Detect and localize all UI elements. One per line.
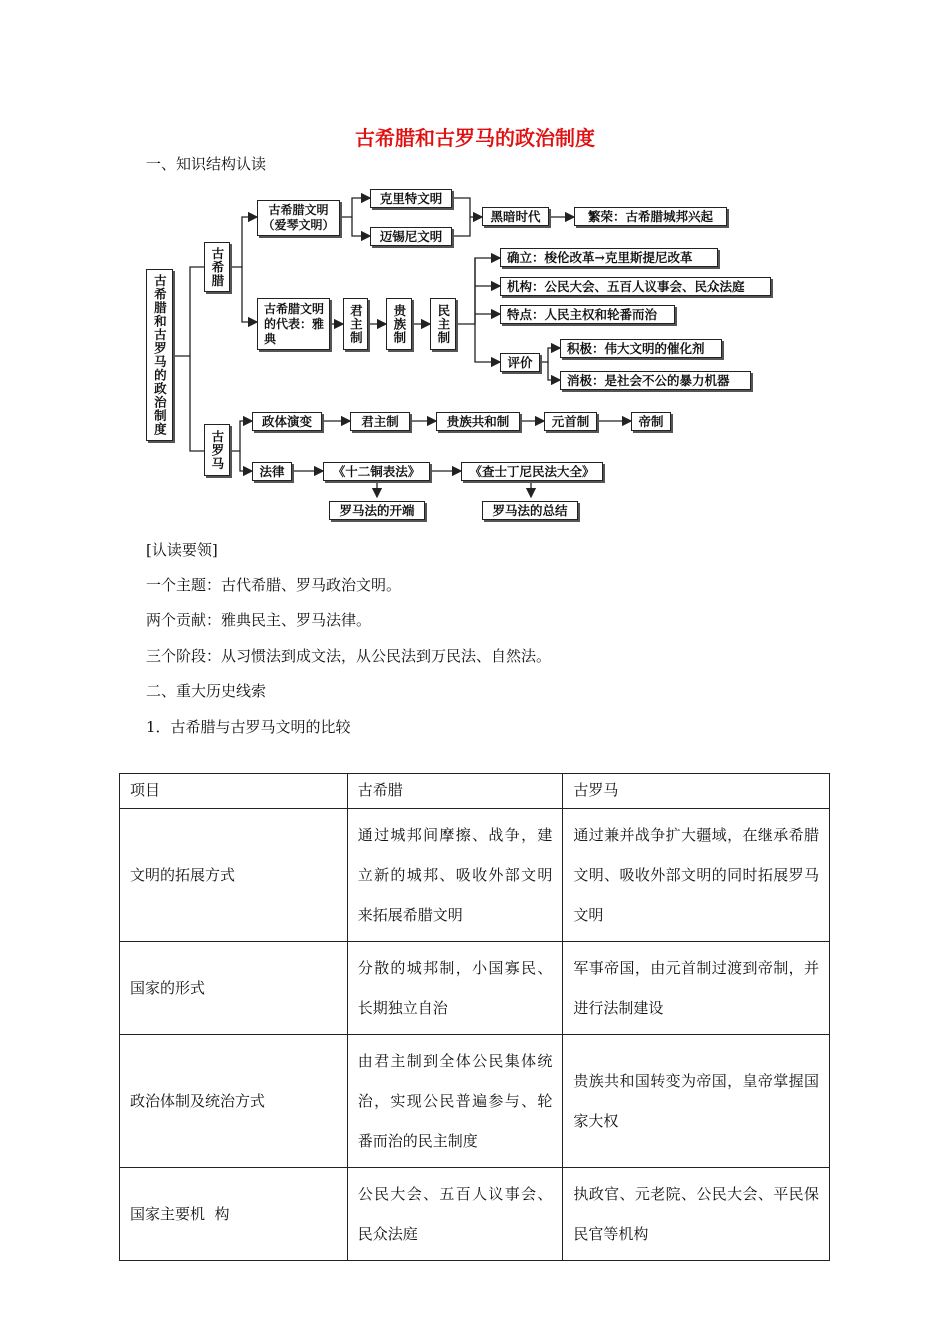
rome-monarchy-box: 君主制 <box>350 412 410 431</box>
comparison-table <box>119 773 830 1261</box>
aristocracy-box: 贵族制 <box>386 298 412 350</box>
greece-box: 古希腊 <box>204 242 230 292</box>
note-stages: 三个阶段：从习惯法到成文法，从公民法到万民法、自然法。 <box>146 647 552 665</box>
rome-cell: 贵族共和国转变为帝国，皇帝掌握国家大权 <box>563 1035 830 1168</box>
section-heading-2: 二、重大历史线索 <box>146 682 267 700</box>
empire-box: 帝制 <box>631 412 671 431</box>
greek-civ-box: 古希腊文明（爱琴文明） <box>257 200 340 236</box>
dark-age-box: 黑暗时代 <box>482 207 549 226</box>
rome-cell: 通过兼并战争扩大疆域，在继承希腊文明、吸收外部文明的同时拓展罗马文明 <box>563 809 830 942</box>
header-cell: 古希腊 <box>347 774 563 809</box>
republic-box: 贵族共和制 <box>436 412 520 431</box>
root-box: 古希腊和古罗马的政治制度 <box>146 269 173 441</box>
organs-box: 机构：公民大会、五百人议事会、民众法庭 <box>500 277 771 296</box>
note-theme: 一个主题：古代希腊、罗马政治文明。 <box>146 576 402 594</box>
monarchy-box: 君主制 <box>343 298 368 350</box>
regime-box: 政体演变 <box>252 412 322 431</box>
greece-cell: 公民大会、五百人议事会、民众法庭 <box>347 1168 563 1261</box>
row-label: 国家的形式 <box>120 942 348 1035</box>
table-row <box>120 1168 830 1261</box>
law-summary-box: 罗马法的总结 <box>482 501 578 520</box>
features-box: 特点：人民主权和轮番而治 <box>500 305 675 324</box>
positive-box: 积极：伟大文明的催化剂 <box>560 339 722 358</box>
subsection-heading: 1．古希腊与古罗马文明的比较 <box>146 718 351 736</box>
section-heading-1: 一、知识结构认读 <box>146 155 267 173</box>
table-header-row <box>120 774 830 809</box>
evaluation-box: 评价 <box>500 353 540 372</box>
greece-cell: 分散的城邦制，小国寡民、长期独立自治 <box>347 942 563 1035</box>
principate-box: 元首制 <box>544 412 597 431</box>
rome-box: 古罗马 <box>204 424 230 476</box>
mycenae-box: 迈锡尼文明 <box>370 227 452 246</box>
democracy-box: 民主制 <box>430 298 456 350</box>
rome-cell: 军事帝国，由元首制过渡到帝制，并进行法制建设 <box>563 942 830 1035</box>
prosperity-box: 繁荣：古希腊城邦兴起 <box>574 207 727 226</box>
crete-box: 克里特文明 <box>370 189 452 208</box>
establish-box: 确立：梭伦改革→克里斯提尼改革 <box>500 248 718 267</box>
twelve-tables-box: 《十二铜表法》 <box>323 462 430 481</box>
greece-cell: 通过城邦间摩擦、战争，建立新的城邦、吸收外部文明来拓展希腊文明 <box>347 809 563 942</box>
page-title: 古希腊和古罗马的政治制度 <box>355 126 595 150</box>
rome-cell: 执政官、元老院、公民大会、平民保民官等机构 <box>563 1168 830 1261</box>
note-contributions: 两个贡献：雅典民主、罗马法律。 <box>146 611 372 629</box>
greece-cell: 由君主制到全体公民集体统治，实现公民普遍参与、轮番而治的民主制度 <box>347 1035 563 1168</box>
header-cell: 古罗马 <box>563 774 830 809</box>
negative-box: 消极：是社会不公的暴力机器 <box>560 371 751 390</box>
law-start-box: 罗马法的开端 <box>329 501 425 520</box>
header-cell: 项目 <box>120 774 348 809</box>
law-box: 法律 <box>252 462 292 481</box>
row-label: 政治体制及统治方式 <box>120 1035 348 1168</box>
table-row <box>120 942 830 1035</box>
row-label: 国家主要机 构 <box>120 1168 348 1261</box>
athens-box: 古希腊文明的代表：雅典 <box>257 298 330 350</box>
table-row <box>120 809 830 942</box>
notes-heading: [认读要领] <box>146 541 218 559</box>
table-row <box>120 1035 830 1168</box>
justinian-box: 《查士丁尼民法大全》 <box>461 462 603 481</box>
row-label: 文明的拓展方式 <box>120 809 348 942</box>
